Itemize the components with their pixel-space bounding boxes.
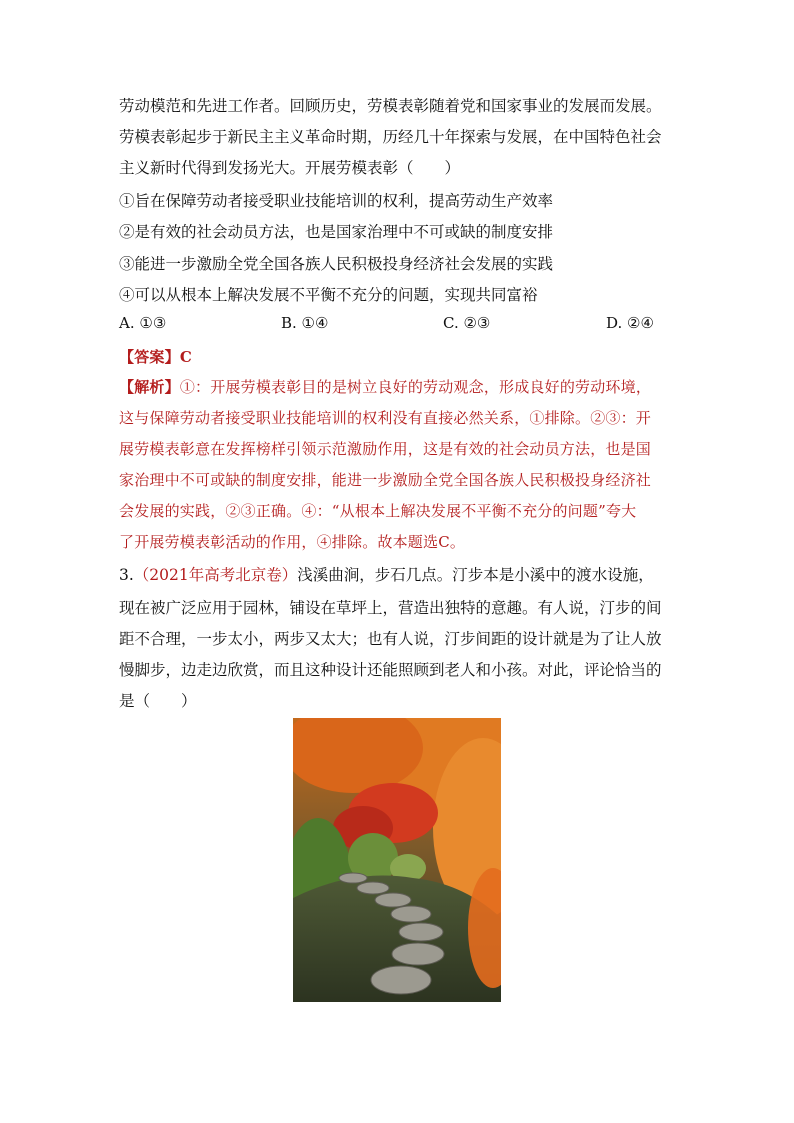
option-d: D. ②④: [606, 314, 654, 332]
option-b: B. ①④: [281, 314, 329, 332]
q2-stem-line-3: 主义新时代得到发扬光大。开展劳模表彰（ ）: [119, 159, 461, 177]
analysis-line-1: [119, 376, 679, 397]
analysis-label: 【解析】: [119, 378, 180, 396]
q3-stem-line-4: 慢脚步，边走边欣赏，而且这种设计还能照顾到老人和小孩。对此，评论恰当的: [119, 661, 662, 679]
answer-value: C: [179, 348, 192, 366]
garden-stepping-stones-photo: [293, 718, 501, 1002]
q3-stem-line-1: [119, 563, 699, 585]
q2-statement-3: ③能进一步激励全党全国各族人民积极投身经济社会发展的实践: [119, 255, 554, 273]
q3-stem-line-5: 是（ ）: [119, 692, 197, 710]
q3-source: （2021年高考北京卷）: [133, 566, 298, 584]
q2-stem-line-1: 劳动模范和先进工作者。回顾历史，劳模表彰随着党和国家事业的发展而发展。: [119, 97, 662, 115]
q2-options: [119, 314, 699, 336]
answer-row: [119, 346, 679, 367]
analysis-line-3: 展劳模表彰意在发挥榜样引领示范激励作用，这是有效的社会动员方法，也是国: [119, 440, 652, 458]
q2-statement-1: ①旨在保障劳动者接受职业技能培训的权利，提高劳动生产效率: [119, 192, 554, 210]
q2-statement-2: ②是有效的社会动员方法，也是国家治理中不可或缺的制度安排: [119, 223, 554, 241]
q2-stem-line-2: 劳模表彰起步于新民主主义革命时期，历经几十年探索与发展，在中国特色社会: [119, 128, 662, 146]
q2-statement-4: ④可以从根本上解决发展不平衡不充分的问题，实现共同富裕: [119, 286, 538, 304]
answer-label: 【答案】: [119, 348, 180, 366]
analysis-line-5: 会发展的实践，②③正确。④：“从根本上解决发展不平衡不充分的问题”夸大: [119, 502, 637, 520]
q3-stem-line-3: 距不合理，一步太小，两步又太大；也有人说，汀步间距的设计就是为了让人放: [119, 630, 662, 648]
q3-number: 3.: [119, 566, 134, 584]
q3-stem-line-2: 现在被广泛应用于园林，铺设在草坪上，营造出独特的意趣。有人说，汀步的间: [119, 599, 662, 617]
analysis-text-1: ①：开展劳模表彰目的是树立良好的劳动观念，形成良好的劳动环境，: [179, 378, 652, 396]
option-a: A. ①③: [119, 314, 167, 332]
analysis-line-2: 这与保障劳动者接受职业技能培训的权利没有直接必然关系，①排除。②③：开: [119, 409, 652, 427]
option-c: C. ②③: [443, 314, 491, 332]
analysis-line-4: 家治理中不可或缺的制度安排，能进一步激励全党全国各族人民积极投身经济社: [119, 471, 652, 489]
analysis-line-6: 了开展劳模表彰活动的作用，④排除。故本题选C。: [119, 533, 466, 551]
q3-stem-first: 浅溪曲涧，步石几点。汀步本是小溪中的渡水设施，: [297, 566, 654, 584]
